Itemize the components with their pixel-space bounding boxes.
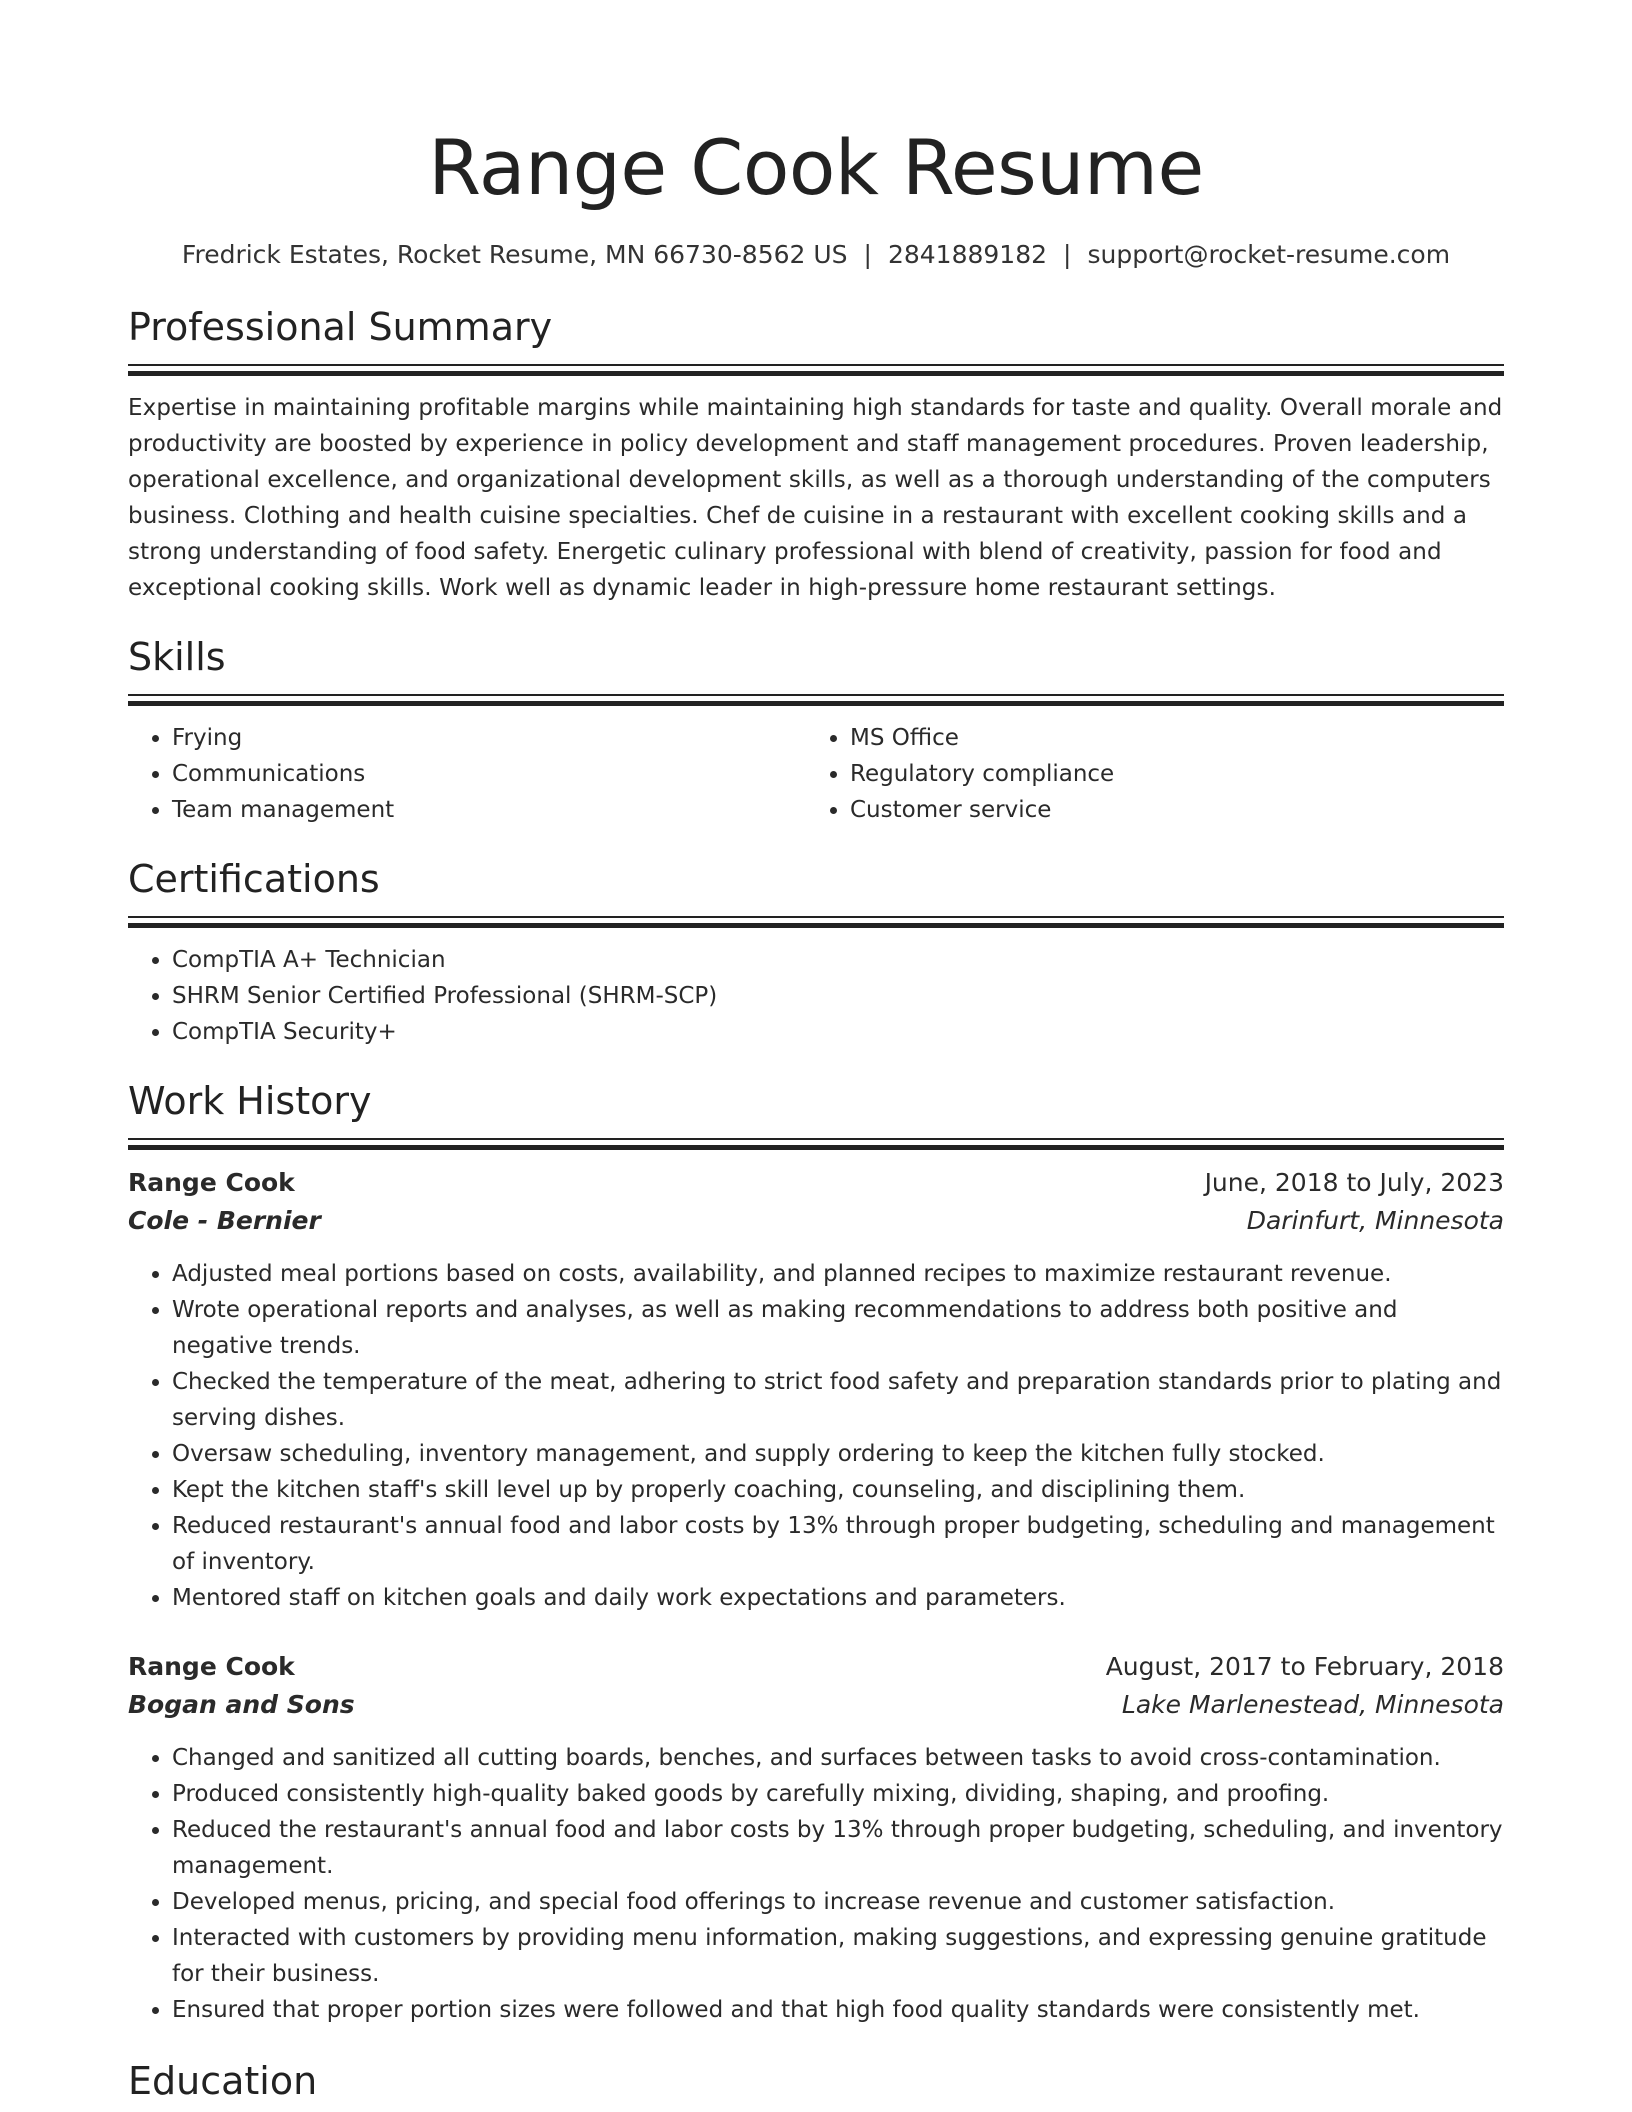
job-entry [128,1164,1504,1616]
job-location: Lake Marlenestead, Minnesota [1121,1690,1504,1719]
job-bullet: • Produced consistently high-quality baked goods by carefully mixing, dividing, shaping, and proofing. [172,1776,1504,1812]
summary-heading: Professional Summary [128,305,553,349]
job-subheader [128,1202,1504,1240]
education-section [128,2056,1504,2106]
job-entry [128,1648,1504,2028]
contact-phone: 2841889182 [887,240,1048,269]
skill-item: • MS Office [850,720,1484,756]
work-history-heading: Work History [128,1079,372,1123]
job-title: Range Cook [128,1652,295,1681]
job-company: Bogan and Sons [128,1690,355,1719]
certification-item: • SHRM Senior Certified Professional (SHRM-SCP) [172,978,1504,1014]
job-location: Darinfurt, Minnesota [1246,1206,1504,1235]
section-divider [128,916,1504,928]
skill-item: • Regulatory compliance [850,756,1484,792]
certification-item: • CompTIA Security+ [172,1014,1504,1050]
certifications-heading: Certifications [128,857,380,901]
summary-text: Expertise in maintaining profitable margins while maintaining high standards for taste and quality. Overall morale and productivity are boosted by experience in policy development and staff management procedures. Proven leadership, operational excellence, and organizational development skills, as well as a thorough understanding of the computers business. Clothing and health cuisine specialties. Chef de cuisine in a restaurant with excellent cooking skills and a strong understanding of food safety. Energetic culinary professional with blend of creativity, passion for food and exceptional cooking skills. Work well as dynamic leader in high-pressure home restaurant settings. [128,395,1503,601]
skills-grid [128,720,1504,828]
skills-list-left [128,720,806,828]
job-bullet: • Changed and sanitized all cutting boards, benches, and surfaces between tasks to avoid cross-contamination. [172,1740,1504,1776]
job-bullet: • Oversaw scheduling, inventory management, and supply ordering to keep the kitchen fully stocked. [172,1436,1504,1472]
certification-item: • CompTIA A+ Technician [172,942,1504,978]
contact-line [128,238,1504,272]
job-dates: June, 2018 to July, 2023 [1204,1168,1504,1197]
skill-item: • Team management [172,792,806,828]
contact-separator: | [863,240,872,269]
job-bullet: • Reduced restaurant's annual food and labor costs by 13% through proper budgeting, scheduling and management of inventory. [172,1508,1504,1580]
job-bullets [128,1740,1504,2028]
summary-section [128,302,1504,606]
section-divider [128,1138,1504,1150]
certifications-section [128,854,1504,1050]
resume-title: Range Cook Resume [428,123,1204,212]
skills-section [128,632,1504,828]
job-bullet: • Mentored staff on kitchen goals and daily work expectations and parameters. [172,1580,1504,1616]
job-subheader [128,1686,1504,1724]
section-divider [128,694,1504,706]
education-heading: Education [128,2059,318,2103]
contact-email: support@rocket-resume.com [1087,240,1451,269]
skill-item: • Communications [172,756,806,792]
job-header [128,1648,1504,1686]
job-bullet: • Checked the temperature of the meat, adhering to strict food safety and preparation standards prior to plating and serving dishes. [172,1364,1504,1436]
skills-list-right [806,720,1484,828]
contact-address: Fredrick Estates, Rocket Resume, MN 66730-8562 US [181,240,848,269]
contact-separator: | [1063,240,1072,269]
job-bullet: • Reduced the restaurant's annual food and labor costs by 13% through proper budgeting, scheduling, and inventory management. [172,1812,1504,1884]
work-history-section [128,1076,1504,2028]
job-bullet: • Developed menus, pricing, and special food offerings to increase revenue and customer satisfaction. [172,1884,1504,1920]
job-bullet: • Wrote operational reports and analyses, as well as making recommendations to address both positive and negative trends. [172,1292,1504,1364]
job-bullet: • Interacted with customers by providing menu information, making suggestions, and expressing genuine gratitude for their business. [172,1920,1504,1992]
skill-item: • Frying [172,720,806,756]
job-header [128,1164,1504,1202]
certifications-list [128,942,1504,1050]
skill-item: • Customer service [850,792,1484,828]
job-company: Cole - Bernier [128,1206,321,1235]
job-dates: August, 2017 to February, 2018 [1105,1652,1504,1681]
job-bullets [128,1256,1504,1616]
job-bullet: • Kept the kitchen staff's skill level up by properly coaching, counseling, and disciplining them. [172,1472,1504,1508]
section-divider [128,364,1504,376]
job-bullet: • Ensured that proper portion sizes were followed and that high food quality standards were consistently met. [172,1992,1504,2028]
resume-page [128,0,1504,2106]
job-title: Range Cook [128,1168,295,1197]
job-bullet: • Adjusted meal portions based on costs, availability, and planned recipes to maximize restaurant revenue. [172,1256,1504,1292]
skills-heading: Skills [128,635,226,679]
